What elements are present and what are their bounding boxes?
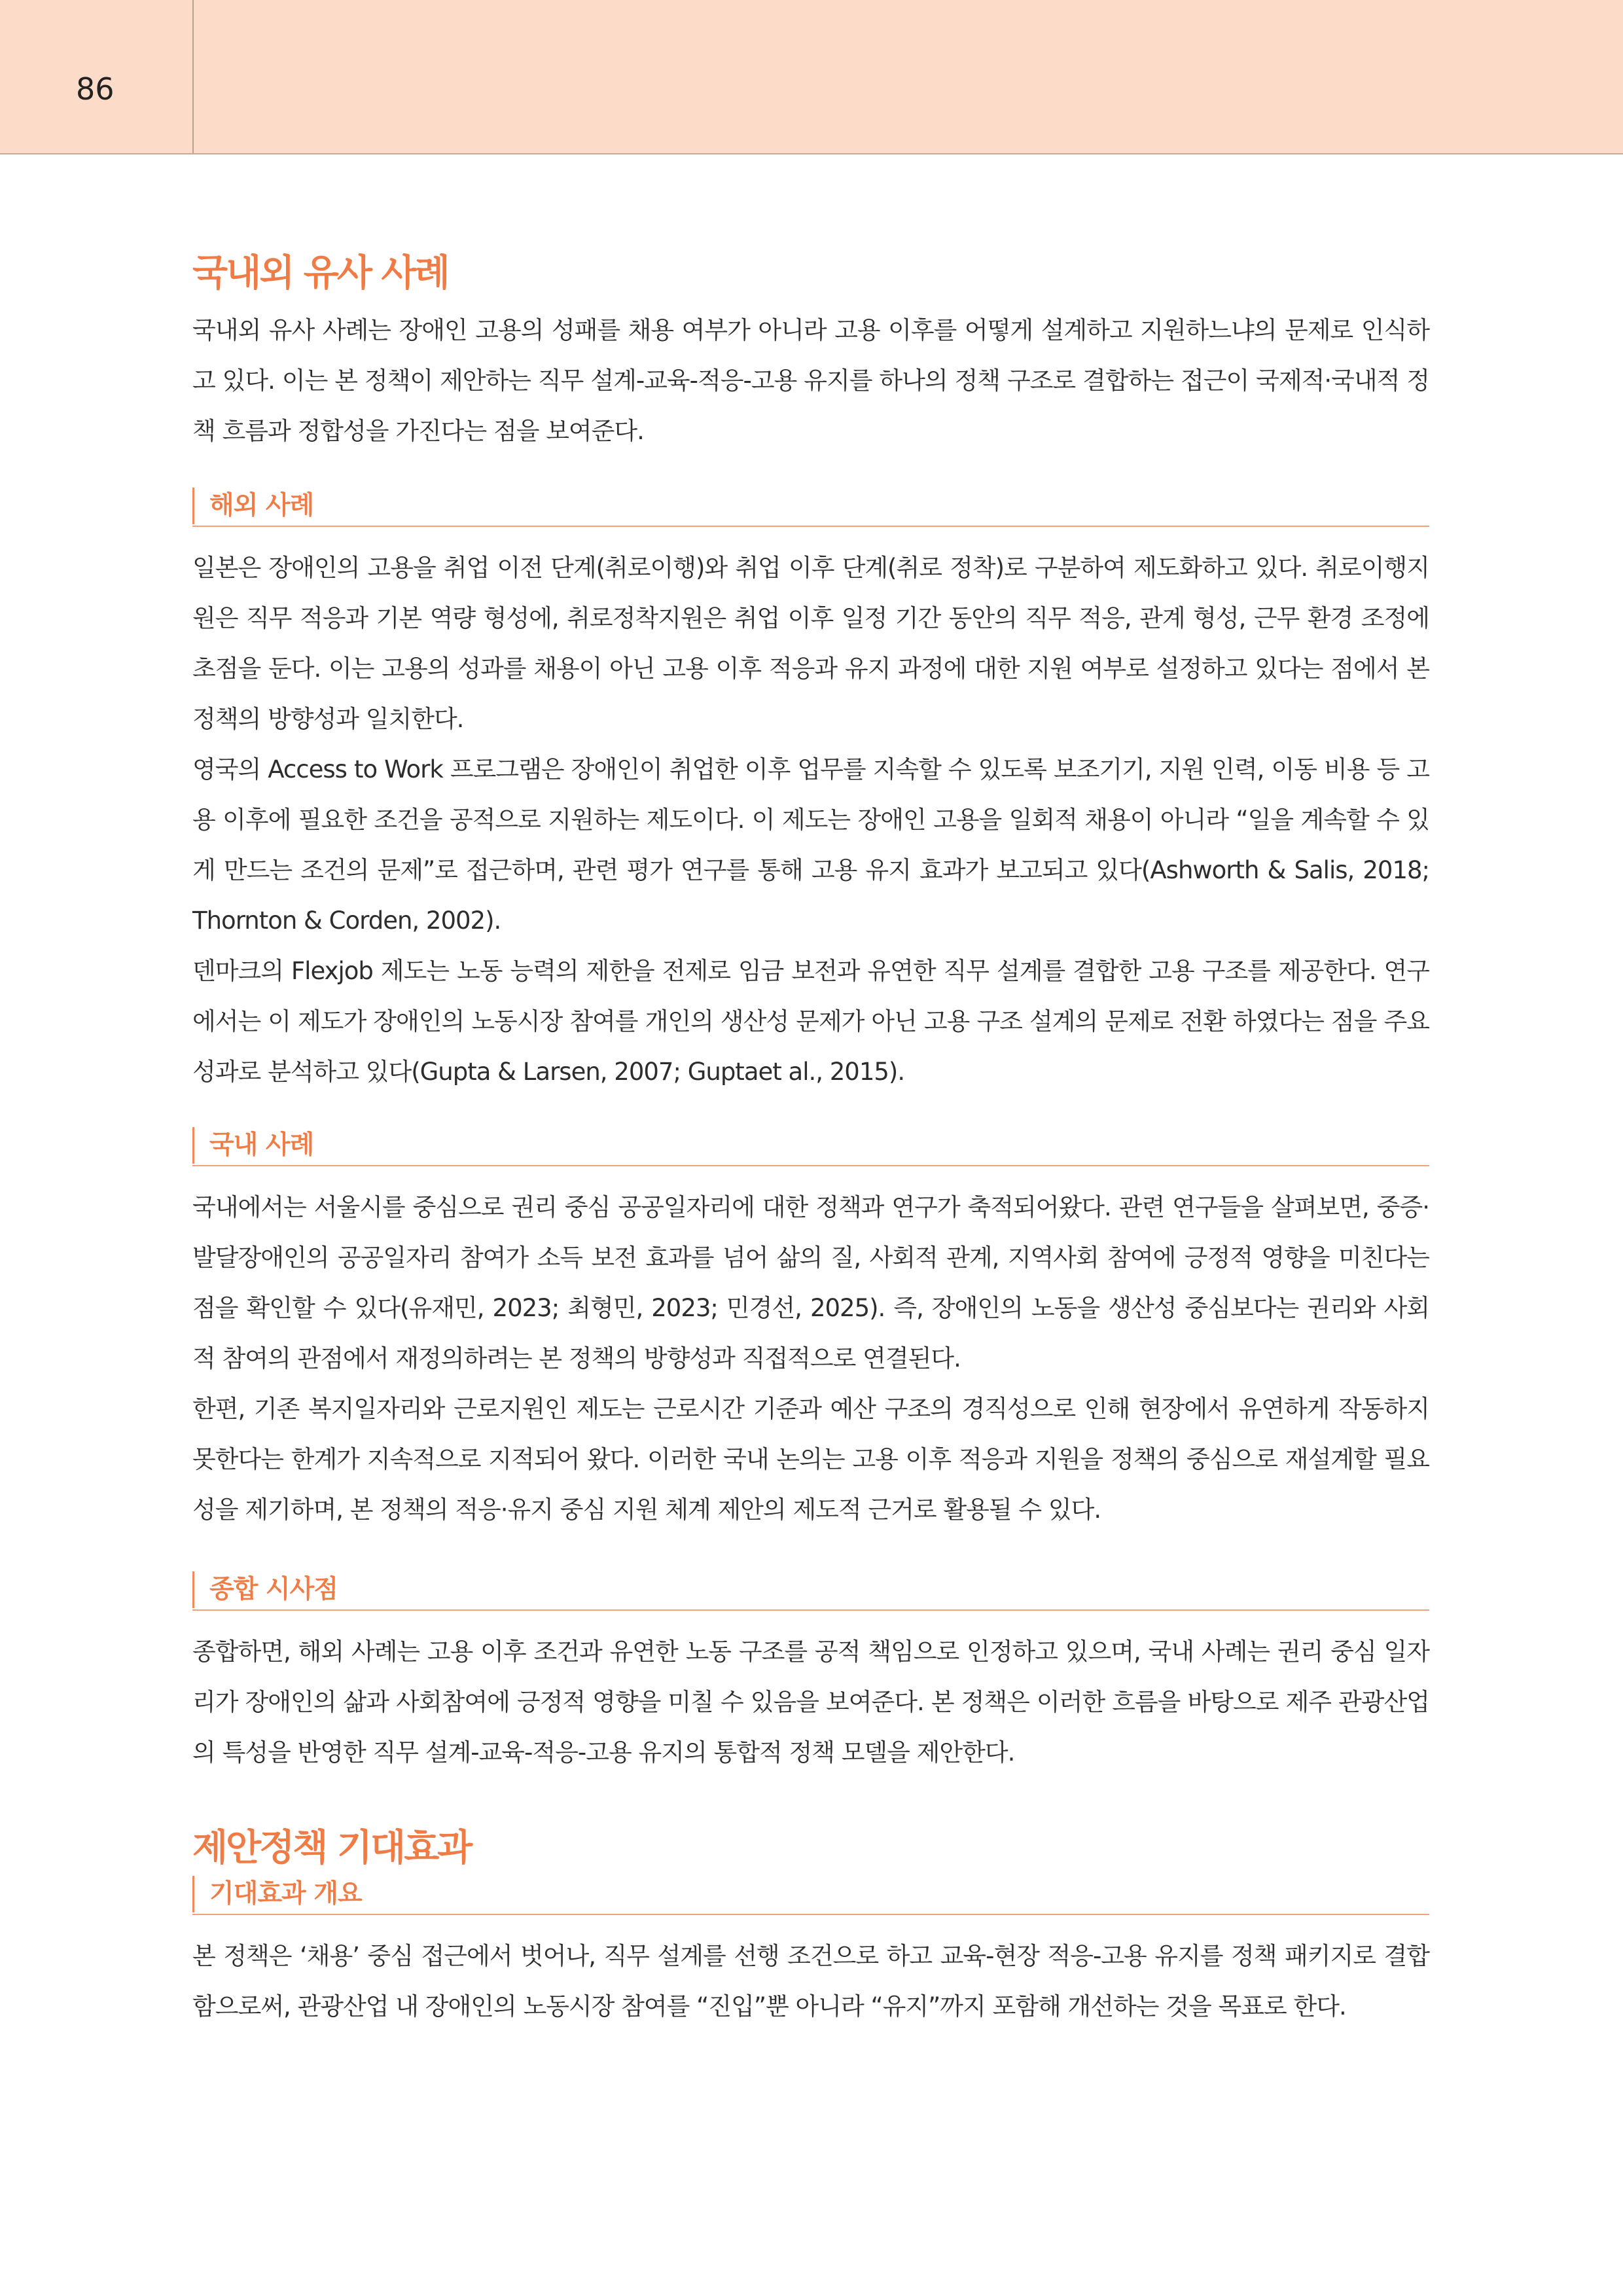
header-divider [192, 0, 194, 153]
subheading-overseas-cases [192, 486, 1429, 527]
subheading-label: 해외 사례 [209, 491, 314, 520]
page-header [0, 0, 1623, 154]
paragraph-seoul: 국내에서는 서울시를 중심으로 권리 중심 공공일자리에 대한 정책과 연구가 축적되어왔다. 관련 연구들을 살펴보면, 중증·발달장애인의 공공일자리 참여가 소득 보전 효과를 넘어 삶의 질, 사회적 관계, 지역사회 참여에 긍정적 영향을 미친다는 점을 확인할 수 있다(유재민, 2023; 최형민, 2023; 민경선, 2025). 즉, 장애인의 노동을 생산성 중심보다는 권리와 사회적 참여의 관점에서 재정의하려는 본 정책의 방향성과 직접적으로 연결된다. [192, 1193, 1429, 1372]
subheading-synthesis [192, 1570, 1429, 1611]
paragraph-welfare-jobs: 한편, 기존 복지일자리와 근로지원인 제도는 근로시간 기준과 예산 구조의 경직성으로 인해 현장에서 유연하게 작동하지 못한다는 한계가 지속적으로 지적되어 왔다. 이러한 국내 논의는 고용 이후 적응과 지원을 정책의 중심으로 재설계할 필요성을 제기하며, 본 정책의 적응·유지 중심 지원 체계 제안의 제도적 근거로 활용될 수 있다. [192, 1395, 1429, 1524]
subheading-domestic-cases [192, 1126, 1429, 1166]
page-number: 86 [76, 71, 115, 107]
paragraph-denmark: 덴마크의 Flexjob 제도는 노동 능력의 제한을 전제로 임금 보전과 유연한 직무 설계를 결합한 고용 구조를 제공한다. 연구에서는 이 제도가 장애인의 노동시장 참여를 개인의 생산성 문제가 아닌 고용 구조 설계의 문제로 전환 하였다는 점을 주요 성과로 분석하고 있다(Gupta & Larsen, 2007; Guptaet al., 2015). [192, 957, 1429, 1086]
subheading-label: 국내 사례 [209, 1130, 314, 1160]
paragraph-intro: 국내외 유사 사례는 장애인 고용의 성패를 채용 여부가 아니라 고용 이후를 어떻게 설계하고 지원하느냐의 문제로 인식하고 있다. 이는 본 정책이 제안하는 직무 설계-교육-적응-고용 유지를 하나의 정책 구조로 결합하는 접근이 국제적·국내적 정책 흐름과 정합성을 가진다는 점을 보여준다. [192, 316, 1429, 445]
page-content [192, 247, 1429, 2032]
paragraph-japan: 일본은 장애인의 고용을 취업 이전 단계(취로이행)와 취업 이후 단계(취로 정착)로 구분하여 제도화하고 있다. 취로이행지원은 직무 적응과 기본 역량 형성에, 취로정착지원은 취업 이후 일정 기간 동안의 직무 적응, 관계 형성, 근무 환경 조정에 초점을 둔다. 이는 고용의 성과를 채용이 아닌 고용 이후 적응과 유지 과정에 대한 지원 여부로 설정하고 있다는 점에서 본 정책의 방향성과 일치한다. [192, 554, 1429, 733]
paragraph-uk: 영국의 Access to Work 프로그램은 장애인이 취업한 이후 업무를 지속할 수 있도록 보조기기, 지원 인력, 이동 비용 등 고용 이후에 필요한 조건을 공적으로 지원하는 제도이다. 이 제도는 장애인 고용을 일회적 채용이 아니라 “일을 계속할 수 있게 만드는 조건의 문제”로 접근하며, 관련 평가 연구를 통해 고용 유지 효과가 보고되고 있다(Ashworth & Salis, 2018; Thornton & Corden, 2002). [192, 755, 1429, 935]
section-title-expected-effects: 제안정책 기대효과 [192, 1827, 471, 1869]
subheading-label: 종합 시사점 [209, 1575, 338, 1604]
subheading-effects-overview [192, 1874, 1429, 1915]
section-title-similar-cases: 국내외 유사 사례 [192, 252, 448, 295]
paragraph-synthesis: 종합하면, 해외 사례는 고용 이후 조건과 유연한 노동 구조를 공적 책임으로 인정하고 있으며, 국내 사례는 권리 중심 일자리가 장애인의 삶과 사회참여에 긍정적 영향을 미칠 수 있음을 보여준다. 본 정책은 이러한 흐름을 바탕으로 제주 관광산업의 특성을 반영한 직무 설계-교육-적응-고용 유지의 통합적 정책 모델을 제안한다. [192, 1638, 1429, 1767]
paragraph-effects-overview: 본 정책은 ‘채용’ 중심 접근에서 벗어나, 직무 설계를 선행 조건으로 하고 교육-현장 적응-고용 유지를 정책 패키지로 결합함으로써, 관광산업 내 장애인의 노동시장 참여를 “진입”뿐 아니라 “유지”까지 포함해 개선하는 것을 목표로 한다. [192, 1942, 1429, 2020]
subheading-label: 기대효과 개요 [209, 1879, 362, 1909]
